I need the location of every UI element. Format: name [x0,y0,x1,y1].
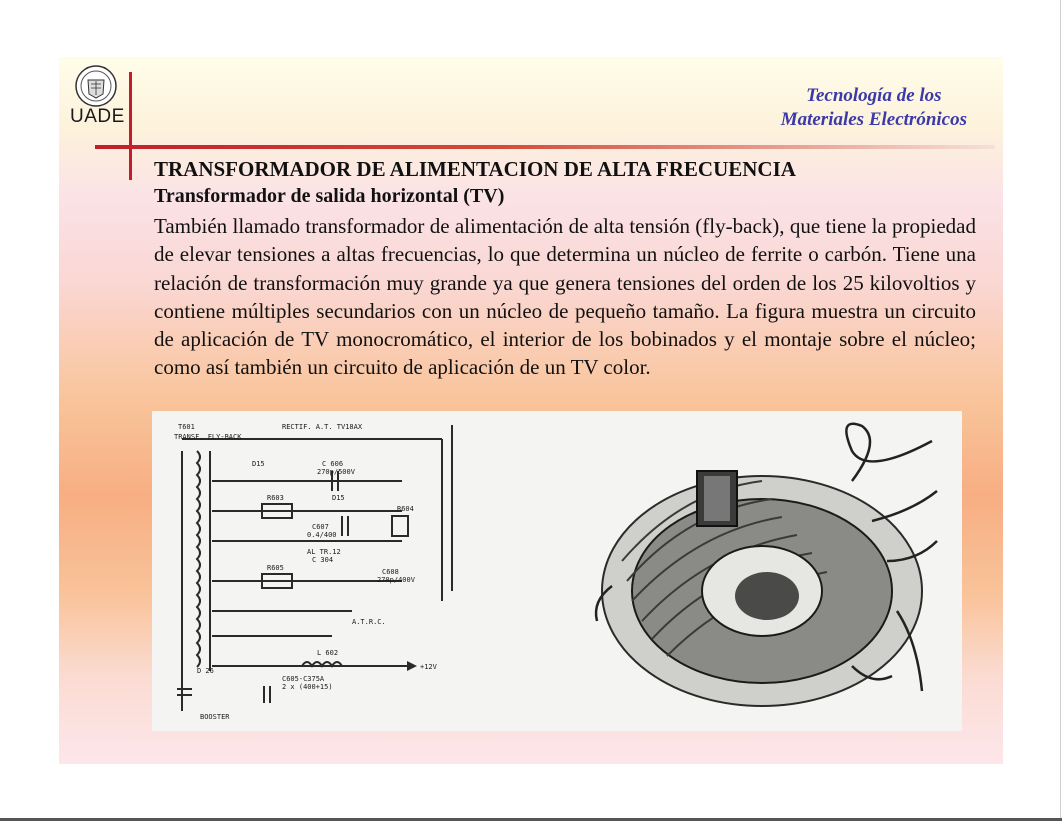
label-r604: R604 [397,505,414,513]
slide-body-text: También llamado transformador de alimentación de alta tensión (fly-back), que tiene la propiedad de elevar tensiones a altas frecuencias, lo que determina un núcleo de ferrite o carbón. Tiene una relación de transformación muy grande ya que genera tensiones del orden de los 25 kilovoltios y contiene múltiples secundarios con un núcleo de pequeño tamaño. La figura muestra un circuito de aplicación de TV monocromático, el interior de los bobinados y el montaje sobre el núcleo; como así también un circuito de aplicación de un TV color. [154,214,976,380]
label-12v: +12V [420,663,437,671]
course-title [781,84,967,132]
label-t601: T601 [178,423,195,431]
label-r605: R605 [267,564,284,572]
bottom-rule [0,818,1062,821]
label-r603: R603 [267,494,284,502]
label-c304: C 304 [312,556,334,564]
label-booster: BOOSTER [200,713,230,721]
label-c606-val: 270p/500V [317,468,355,476]
course-title-line-1: Tecnología de los [806,85,942,106]
label-transf: TRANSF. FLY-BACK [174,433,242,441]
flyback-figure-drawing [152,411,962,731]
course-title-line-2: Materiales Electrónicos [780,109,967,130]
accent-vertical-line [129,72,132,180]
label-atrc: A.T.R.C. [352,618,386,626]
label-altr: AL TR.12 [307,548,341,556]
label-c609-val: 2 x (400+15) [282,683,333,691]
label-c608: C608 [382,568,399,576]
slide-content [154,156,976,382]
slide-title: TRANSFORMADOR DE ALIMENTACION DE ALTA FRECUENCIA [154,157,796,181]
label-l602: L 602 [317,649,339,657]
label-c607-val: 0.4/400 [307,531,337,539]
flyback-figure [152,411,962,731]
slide-subtitle: Transformador de salida horizontal (TV) [154,185,505,207]
label-d15b: D15 [332,494,345,502]
label-d15a: D15 [252,460,265,468]
label-c608-val: 270p/400V [377,576,415,584]
label-d26: D 26 [197,667,214,675]
label-rect: RECTIF. A.T. TV18AX [282,423,363,431]
accent-horizontal-line [95,145,995,149]
label-c609: C605-C375A [282,675,325,683]
label-c606: C 606 [322,460,344,468]
flyback-transformer-illustration [596,424,937,706]
label-c607: C607 [312,523,329,531]
brand-name: UADE [70,106,125,127]
